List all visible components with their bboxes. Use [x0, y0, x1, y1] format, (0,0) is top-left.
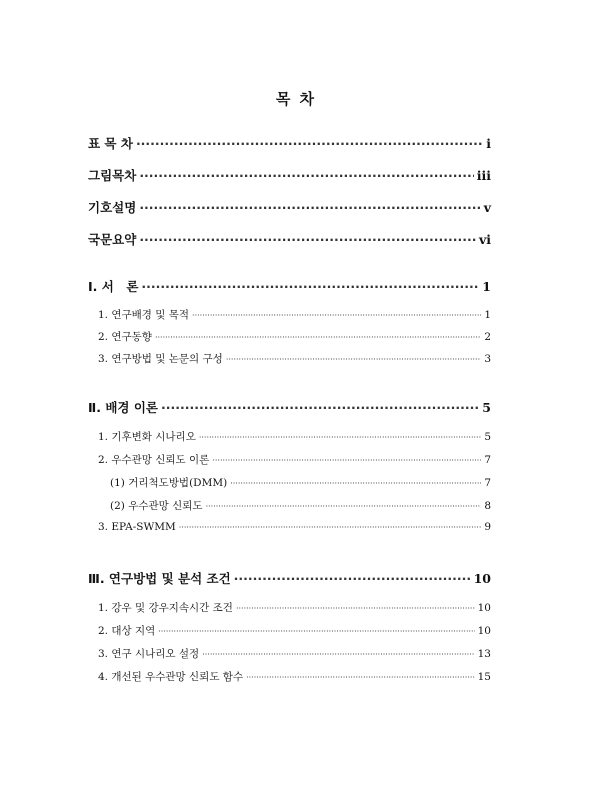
leader-dots — [139, 232, 476, 247]
toc-page-number: 13 — [477, 648, 491, 660]
leader-dots — [139, 168, 473, 183]
toc-label: 국문요약 — [88, 232, 137, 247]
toc-page-number: 10 — [477, 625, 491, 637]
toc-section[interactable] — [98, 669, 491, 684]
leader-dots — [161, 400, 479, 415]
leader-dots — [236, 604, 475, 613]
toc-label: 2. 연구동향 — [98, 331, 152, 343]
toc-section[interactable] — [98, 329, 491, 344]
toc-page-number: 5 — [484, 431, 491, 443]
toc-front-list-of-tables[interactable] — [88, 134, 491, 152]
leader-dots — [226, 355, 482, 364]
toc-section[interactable] — [98, 600, 491, 615]
toc-front-abstract[interactable] — [88, 230, 491, 248]
toc-page-number: 1 — [482, 279, 491, 294]
toc-page-number: 15 — [477, 671, 491, 683]
leader-dots — [158, 627, 474, 636]
toc-label: 3. EPA-SWMM — [98, 521, 176, 533]
toc-subsection[interactable] — [110, 498, 491, 513]
toc-section[interactable] — [98, 646, 491, 661]
toc-page-number: 7 — [484, 477, 491, 489]
toc-page-number: 10 — [477, 602, 491, 614]
leader-dots — [179, 523, 482, 532]
leader-dots — [155, 333, 481, 342]
toc-label: 2. 우수관망 신뢰도 이론 — [98, 454, 210, 466]
toc-page-number: 2 — [484, 331, 491, 343]
toc-label: Ⅱ. 배경 이론 — [88, 400, 158, 415]
toc-page-number: v — [483, 200, 491, 215]
toc-section[interactable] — [98, 623, 491, 638]
toc-label: 3. 연구방법 및 논문의 구성 — [98, 353, 223, 365]
toc-label: 표 목 차 — [88, 136, 133, 151]
toc-subsection[interactable] — [110, 475, 491, 490]
toc-section[interactable] — [98, 429, 491, 444]
toc-label: 2. 대상 지역 — [98, 625, 156, 637]
toc-page-number: 1 — [484, 309, 491, 321]
leader-dots — [206, 502, 482, 511]
toc-page-number: iii — [476, 168, 491, 183]
toc-label: 그림목차 — [88, 168, 137, 183]
leader-dots — [234, 571, 471, 586]
toc-page-number: i — [486, 136, 491, 151]
toc-label: (1) 거리척도방법(DMM) — [110, 477, 228, 489]
toc-page-number: vi — [478, 232, 491, 247]
toc-label: 1. 기후변화 시나리오 — [98, 431, 196, 443]
toc-label: 3. 연구 시나리오 설정 — [98, 648, 200, 660]
toc-page-number: 7 — [484, 454, 491, 466]
toc-label: (2) 우수관망 신뢰도 — [110, 500, 203, 512]
toc-chapter-1[interactable] — [88, 277, 491, 295]
toc-page-number: 8 — [484, 500, 491, 512]
toc-page-number: 9 — [484, 521, 491, 533]
toc-front-list-of-figures[interactable] — [88, 166, 491, 184]
page-title: 목 차 — [275, 90, 317, 108]
leader-dots — [202, 650, 474, 659]
leader-dots — [139, 200, 480, 215]
toc-label: Ⅰ. 서 론 — [88, 279, 139, 294]
leader-dots — [212, 456, 481, 465]
toc-label: 4. 개선된 우수관망 신뢰도 함수 — [98, 671, 244, 683]
toc-page-number: 3 — [484, 353, 491, 365]
toc-label: 기호설명 — [88, 200, 137, 215]
leader-dots — [230, 479, 481, 488]
toc-section[interactable] — [98, 351, 491, 366]
leader-dots — [246, 673, 475, 682]
leader-dots — [192, 311, 481, 320]
toc-label: 1. 연구배경 및 목적 — [98, 309, 190, 321]
toc-front-nomenclature[interactable] — [88, 198, 491, 216]
leader-dots — [136, 136, 483, 151]
toc-page-number: 5 — [482, 400, 491, 415]
toc-label: Ⅲ. 연구방법 및 분석 조건 — [88, 571, 231, 586]
toc-label: 1. 강우 및 강우지속시간 조건 — [98, 602, 233, 614]
toc-section[interactable] — [98, 521, 491, 533]
toc-section[interactable] — [98, 307, 491, 322]
leader-dots — [141, 279, 479, 294]
toc-section[interactable] — [98, 452, 491, 467]
toc-chapter-2[interactable] — [88, 398, 491, 416]
toc-chapter-3[interactable] — [88, 569, 491, 587]
leader-dots — [199, 433, 481, 442]
toc-page-number: 10 — [473, 571, 491, 586]
